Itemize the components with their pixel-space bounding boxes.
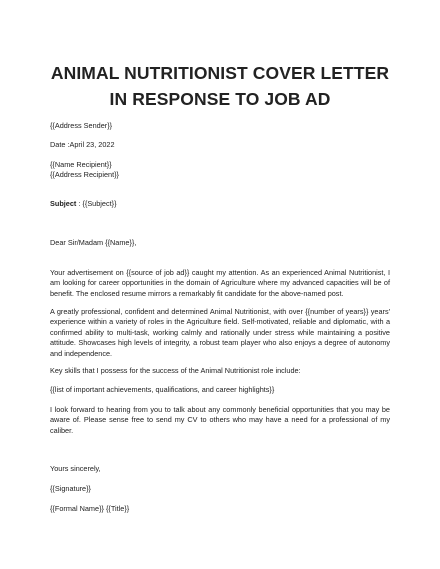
paragraph-3: Key skills that I possess for the success of the Animal Nutritionist role include: (50, 366, 301, 375)
address-recipient: {{Address Recipient}} (50, 170, 119, 179)
address-sender: {{Address Sender}} (50, 121, 113, 130)
subject-value: : {{Subject}} (76, 199, 117, 208)
letter-date: Date :April 23, 2022 (50, 140, 115, 149)
document-title: ANIMAL NUTRITIONIST COVER LETTER IN RESPONSE TO JOB AD (50, 63, 390, 109)
closing: Yours sincerely, (50, 464, 101, 473)
paragraph-2: A greatly professional, confident and determined Animal Nutritionist, with over {{number of years}} years' experience within a variety of roles in the Agriculture field. Self-motivated, reliable and diplomatic, with a confirmed ability to multi-task, working calmly and rationally under stress while maintaining a positive attitude. Showcases high levels of integrity, a robust team player who also enjoys a degree of autonomy and independence. (50, 307, 390, 358)
subject-line (50, 199, 390, 209)
subject-label: Subject (50, 199, 77, 208)
name-recipient: {{Name Recipient}} (50, 160, 112, 169)
paragraph-1: Your advertisement on {{source of job ad}} caught my attention. As an experienced Animal Nutritionist, I am looking for career opportunities in the domain of Agriculture where my advanced capacities will be of benefit. The enclosed resume mirrors a remarkably fit candidate for the above-named post. (50, 268, 390, 298)
greeting: Dear Sir/Madam {{Name}}, (50, 238, 137, 247)
signature: {{Signature}} (50, 484, 91, 493)
formal-name: {{Formal Name}} {{Title}} (50, 504, 130, 513)
paragraph-5: I look forward to hearing from you to talk about any commonly beneficial opportunities that you may be aware of. Please sense free to send my CV to others who may have a need for a professional of my caliber. (50, 405, 390, 435)
paragraph-4: {{list of important achievements, qualifications, and career highlights}} (50, 385, 275, 394)
